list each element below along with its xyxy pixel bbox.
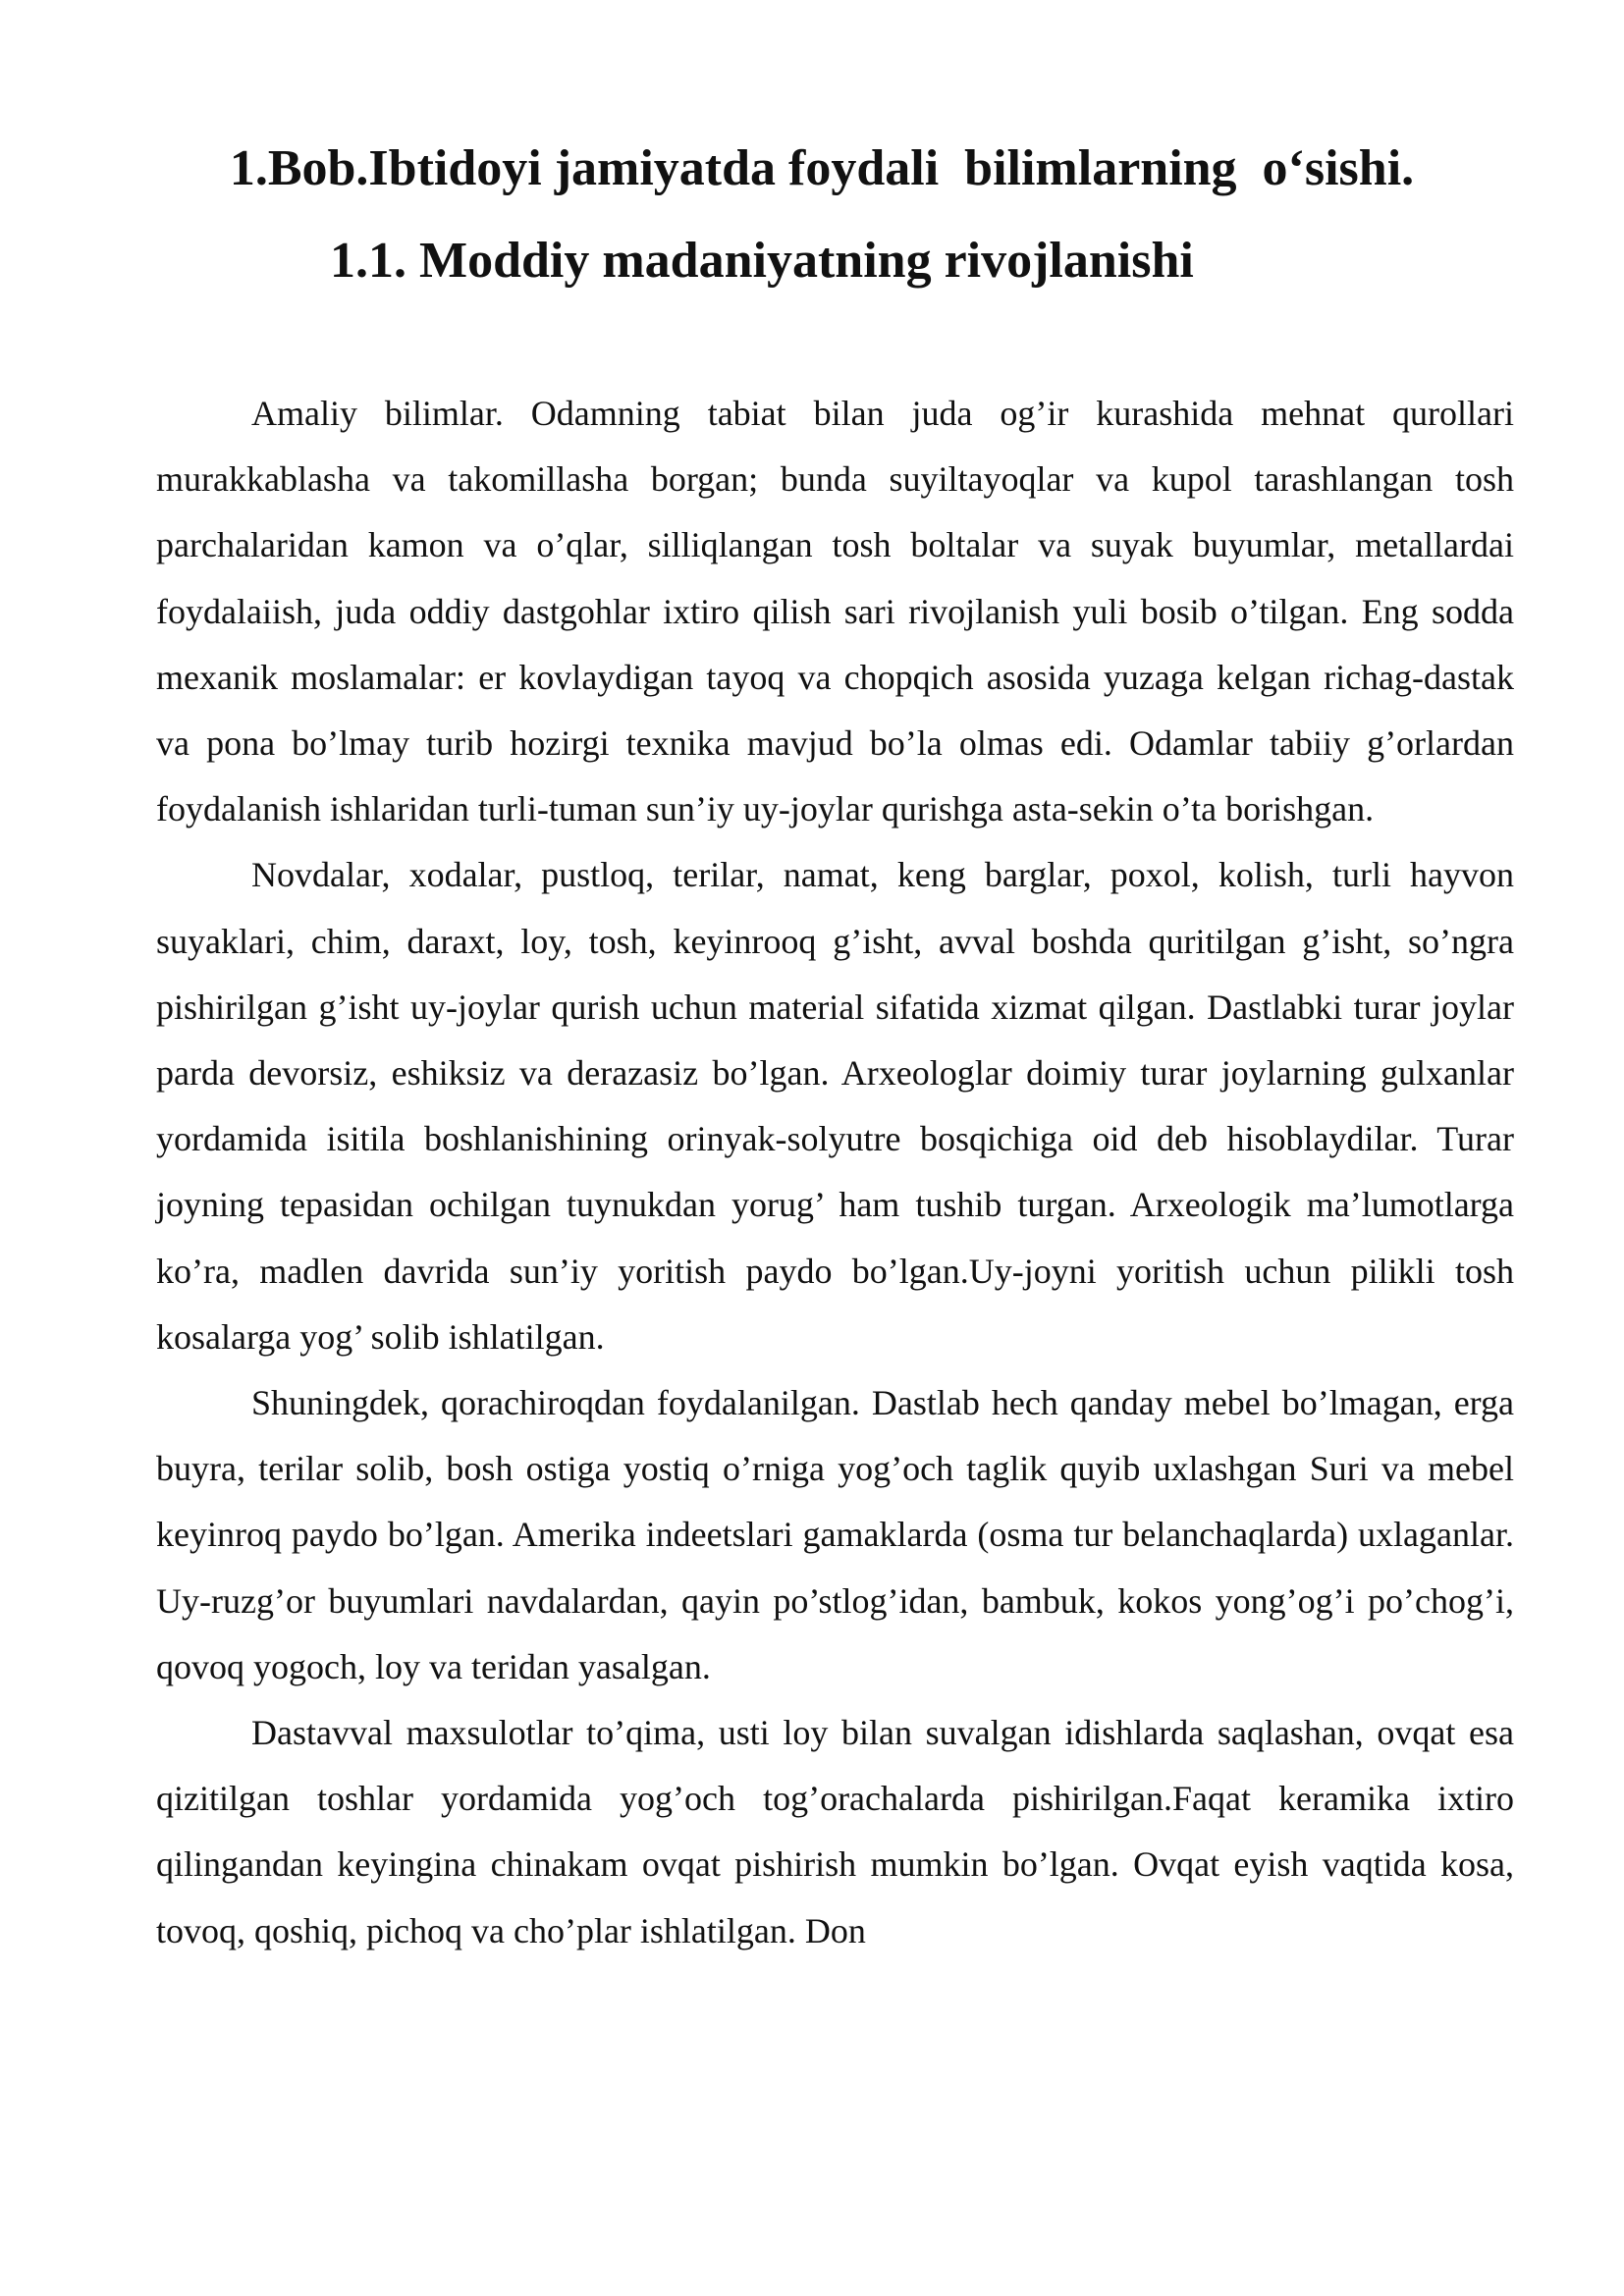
section-title: 1.1. Moddiy madaniyatning rivojlanishi (330, 233, 1194, 289)
body-text (156, 381, 1514, 1964)
paragraph-practical-knowledge: Amaliy bilimlar. Odamning tabiat bilan juda og’ir kurashida mehnat qurollari murakkablasha va takomillasha borgan; bunda suyiltayoqlar va kupol tarashlangan tosh parchalaridan kamon va o’qlar, silliqlangan tosh boltalar va suyak buyumlar, metallardai foydalaiish, juda oddiy dastgohlar ixtiro qilish sari rivojlanish yuli bosib o’tilgan. Eng sodda mexanik moslamalar: er kovlaydigan tayoq va chopqich asosida yuzaga kelgan richag-dastak va pona bo’lmay turib hozirgi texnika mavjud bo’la olmas edi. Odamlar tabiiy g’orlardan foydalanish ishlaridan turli-tuman sun’iy uy-joylar qurishga asta-sekin o’ta borishgan. (156, 394, 1514, 829)
paragraph-furniture: Shuningdek, qorachiroqdan foydalanilgan. Dastlab hech qanday mebel bo’lmagan, erga buyra, terilar solib, bosh ostiga yostiq o’rniga yog’och taglik quyib uxlashgan Suri va mebel keyinroq paydo bo’lgan. Amerika indeetslari gamaklarda (osma tur belanchaqlarda) uxlaganlar. Uy-ruzg’or buyumlari navdalardan, qayin po’stlog’idan, bambuk, kokos yong’og’i po’chog’i, qovoq yogoch, loy va teridan yasalgan. (156, 1383, 1514, 1686)
paragraph-building-materials: Novdalar, xodalar, pustloq, terilar, namat, keng barglar, poxol, kolish, turli hayvon suyaklari, chim, daraxt, loy, tosh, keyinrooq g’isht, avval boshda quritilgan g’isht, so’ngra pishirilgan g’isht uy-joylar qurish uchun material sifatida xizmat qilgan. Dastlabki turar joylar parda devorsiz, eshiksiz va derazasiz bo’lgan. Arxeologlar doimiy turar joylarning gulxanlar yordamida isitila boshlanishining orinyak-solyutre bosqichiga oid deb hisoblaydilar. Turar joyning tepasidan ochilgan tuynukdan yorug’ ham tushib turgan. Arxeologik ma’lumotlarga ko’ra, madlen davrida sun’iy yoritish paydo bo’lgan.Uy-joyni yoritish uchun pilikli tosh kosalarga yog’ solib ishlatilgan. (156, 855, 1514, 1357)
paragraph-food-storage: Dastavval maxsulotlar to’qima, usti loy bilan suvalgan idishlarda saqlashan, ovqat esa qizitilgan toshlar yordamida yog’och tog’orachalarda pishirilgan.Faqat keramika ixtiro qilingandan keyingina chinakam ovqat pishirish mumkin bo’lgan. Ovqat eyish vaqtida kosa, tovoq, qoshiq, pichoq va cho’plar ishlatilgan. Don (156, 1713, 1514, 1950)
chapter-title: 1.Bob.Ibtidoyi jamiyatda foydali bilimlarning o‘sishi. (229, 140, 1415, 196)
